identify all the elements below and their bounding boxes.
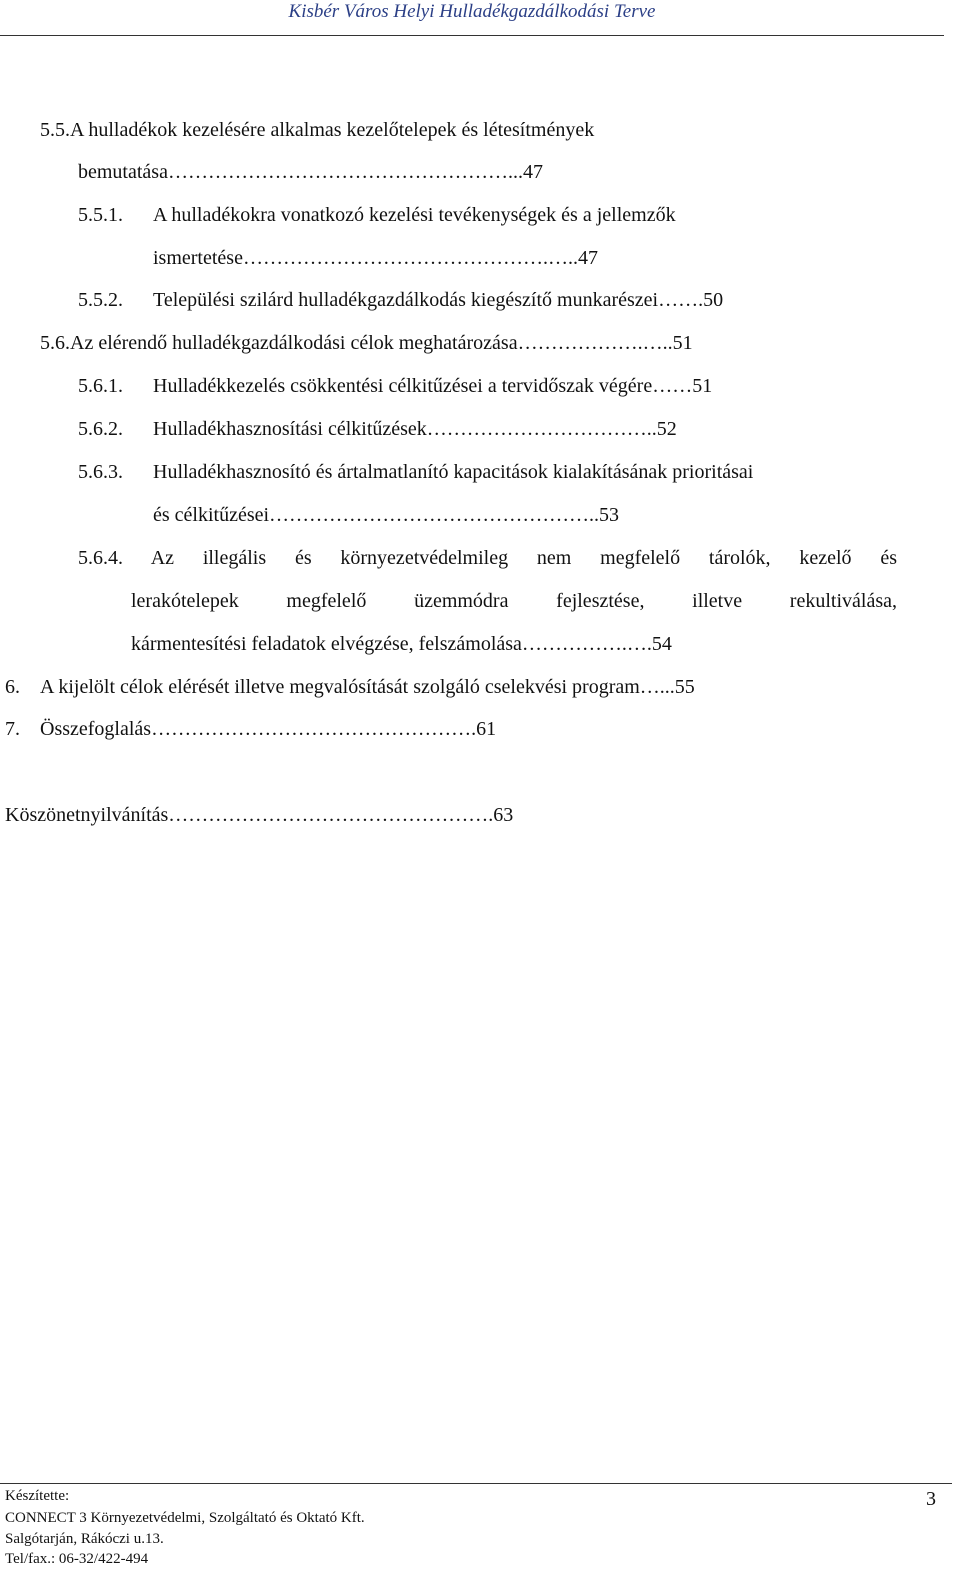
toc-entry-acknowledgements: Köszönetnyilvánítás………………………………………….63	[5, 804, 514, 826]
toc-entry-5-5-1-line2: ismertetése……………………………………….…..47	[153, 247, 598, 269]
toc-entry-5-6-4-line1: 5.6.4. Az illegális és környezetvédelmileg nem megfelelő tárolók, kezelő és	[78, 547, 897, 569]
toc-entry-5-5-2-number: 5.5.2.	[78, 289, 123, 311]
header-divider	[0, 35, 944, 36]
toc-entry-5-6-3-line2: és célkitűzései…………………………………………..53	[153, 504, 620, 526]
toc-entry-5-5-1-line1: A hulladékokra vonatkozó kezelési tevékenységek és a jellemzők	[153, 204, 676, 226]
toc-entry-5-6-2-text: Hulladékhasznosítási célkitűzések……………………………..52	[153, 418, 677, 440]
toc-entry-6-number: 6.	[5, 676, 20, 698]
footer-prepared-by: Készítette:	[5, 1488, 70, 1504]
toc-entry-5-5-line1: 5.5.A hulladékok kezelésére alkalmas kezelőtelepek és létesítmények	[40, 119, 595, 141]
toc-entry-5-6-4-line2: lerakótelepek megfelelő üzemmódra fejlesztése, illetve rekultiválása,	[131, 590, 897, 612]
toc-entry-5-6-3-number: 5.6.3.	[78, 461, 123, 483]
footer-company: CONNECT 3 Környezetvédelmi, Szolgáltató és Oktató Kft.	[5, 1510, 365, 1526]
toc-entry-5-5-2-text: Települési szilárd hulladékgazdálkodás kiegészítő munkarészei…….50	[153, 289, 724, 311]
footer-address: Salgótarján, Rákóczi u.13.	[5, 1531, 164, 1547]
toc-entry-5-6-1-text: Hulladékkezelés csökkentési célkitűzései a tervidőszak végére……51	[153, 375, 713, 397]
toc-entry-5-6-4-line3: kármentesítési feladatok elvégzése, felszámolása…………….….54	[131, 633, 672, 655]
toc-entry-5-6: 5.6.Az elérendő hulladékgazdálkodási célok meghatározása……………….…..51	[40, 332, 693, 354]
toc-entry-5-5-1-number: 5.5.1.	[78, 204, 123, 226]
toc-entry-5-5-line2: bemutatása……………………………………………...47	[78, 161, 543, 183]
toc-entry-5-6-2-number: 5.6.2.	[78, 418, 123, 440]
footer-divider	[0, 1483, 952, 1484]
toc-entry-6-text: A kijelölt célok elérését illetve megvalósítását szolgáló cselekvési program…...55	[40, 676, 695, 698]
page-number: 3	[926, 1488, 936, 1510]
toc-entry-7-number: 7.	[5, 718, 20, 740]
toc-entry-7-text: Összefoglalás………………………………………….61	[40, 718, 497, 740]
document-title: Kisbér Város Helyi Hulladékgazdálkodási Terve	[288, 1, 656, 22]
toc-entry-5-6-1-number: 5.6.1.	[78, 375, 123, 397]
toc-entry-5-6-3-line1: Hulladékhasznosító és ártalmatlanító kapacitások kialakításának prioritásai	[153, 461, 754, 483]
footer-phone: Tel/fax.: 06-32/422-494	[5, 1551, 149, 1567]
